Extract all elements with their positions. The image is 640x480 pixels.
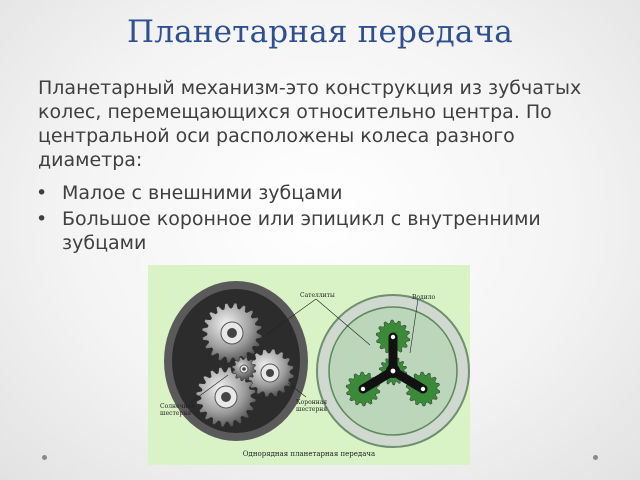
- planet-gear-right-axle: [266, 369, 274, 377]
- label-satellites: Сателлиты: [300, 292, 335, 299]
- bullet-text: Большое коронное или эпицикл с внутренними зубцами: [62, 208, 541, 254]
- next-slide-dot[interactable]: [593, 455, 598, 460]
- bullet-icon: •: [36, 182, 48, 204]
- planet-gear-bottom-axle: [221, 392, 231, 402]
- bullet-text: Малое с внешними зубцами: [62, 182, 343, 204]
- carrier-pin: [421, 387, 425, 391]
- slide-title: Планетарная передача: [127, 14, 513, 50]
- carrier-center-pin: [391, 369, 396, 374]
- planetary-gear-figure: [148, 265, 470, 465]
- planet-gear-top-axle: [227, 328, 237, 338]
- label-sun-gear: Солнечная шестерня: [160, 403, 195, 417]
- label-carrier: Водило: [412, 294, 436, 301]
- bullet-item: [36, 181, 616, 205]
- bullet-list: [36, 181, 616, 257]
- schematic-gearset: [317, 295, 469, 447]
- carrier-pin: [391, 335, 395, 339]
- photo-gearset: [164, 281, 308, 441]
- carrier-pin: [361, 387, 365, 391]
- bullet-icon: •: [36, 208, 48, 230]
- label-ring-gear: Коронная шестерня: [296, 399, 328, 413]
- prev-slide-dot[interactable]: [42, 455, 47, 460]
- figure-caption: Однорядная планетарная передача: [242, 450, 376, 458]
- intro-paragraph: Планетарный механизм-это конструкция из зубчатых колес, перемещающихся относительно центра. По центральной оси расположены колеса разного диаметра:: [38, 77, 582, 171]
- sun-gear-axle: [242, 367, 246, 371]
- bullet-item: [36, 207, 616, 255]
